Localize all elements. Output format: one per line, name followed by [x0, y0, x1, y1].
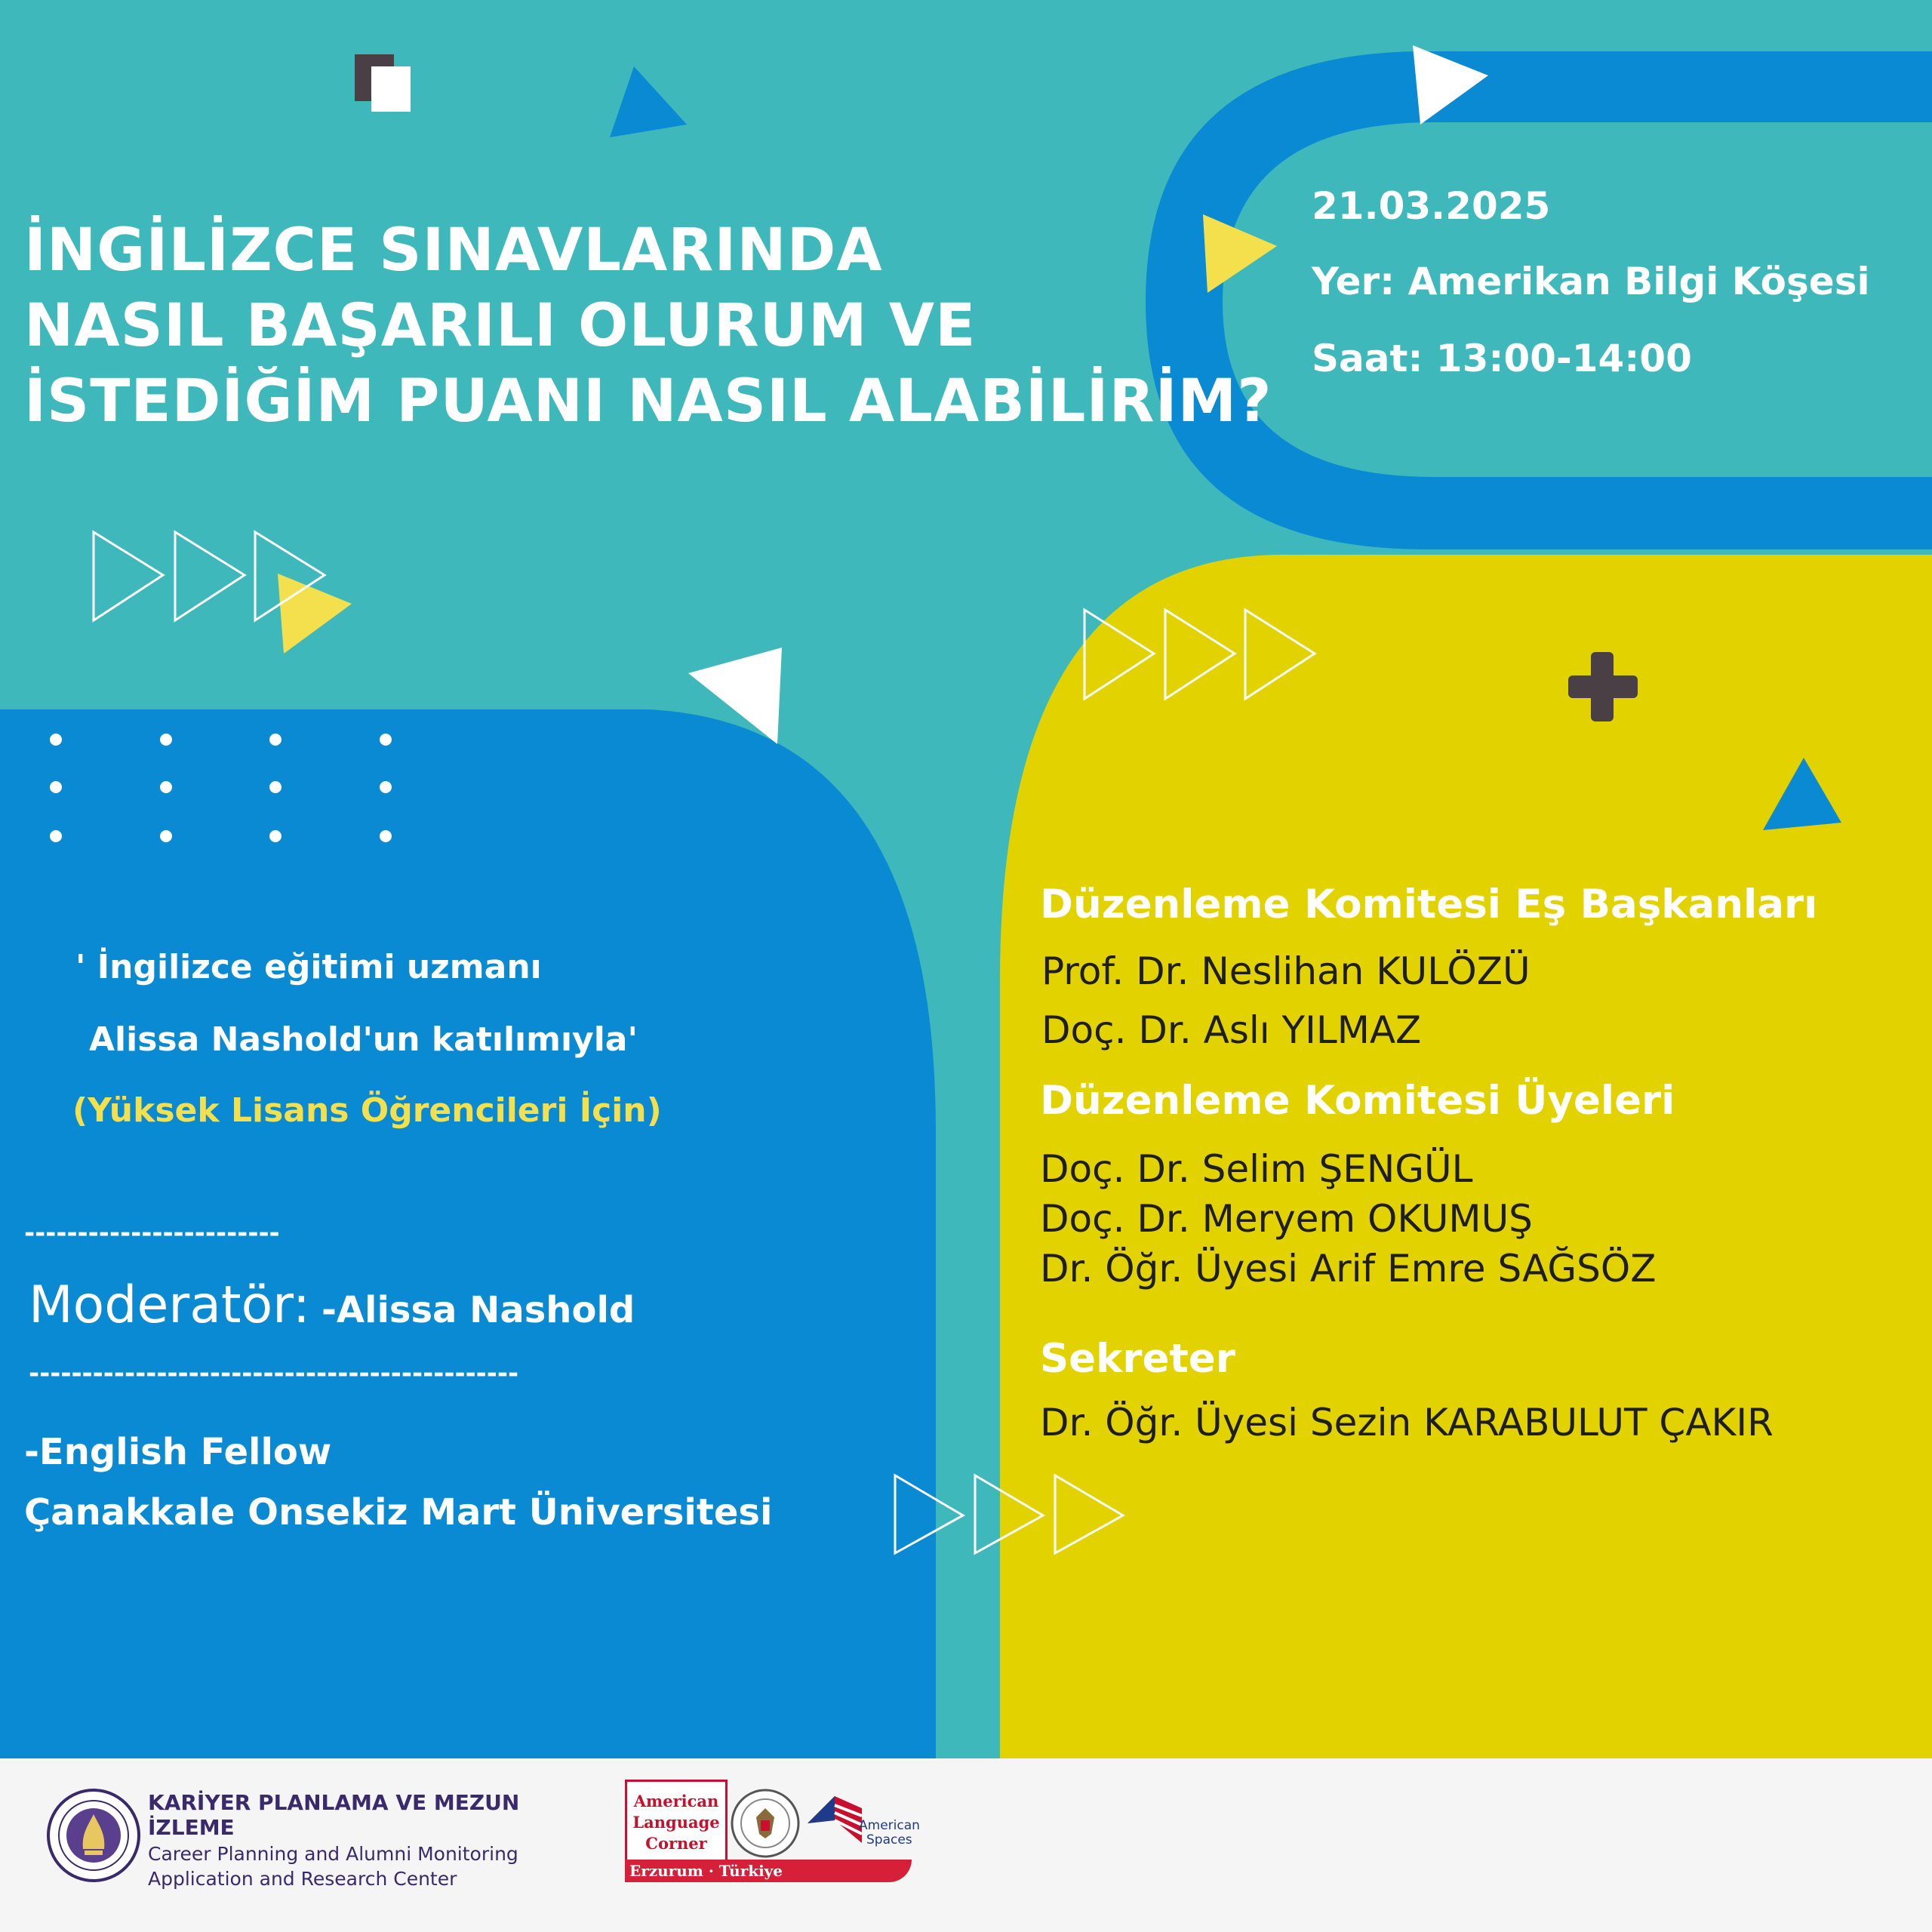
- moderator-row: [29, 1275, 635, 1335]
- member-2: Doç. Dr. Meryem OKUMUŞ: [1040, 1197, 1533, 1241]
- speaker-university: Çanakkale Onsekiz Mart Üniversitesi: [24, 1491, 773, 1534]
- moderator-name: -Alissa Nashold: [321, 1289, 635, 1331]
- center-name-line-1: KARİYER PLANLAMA VE MEZUN: [148, 1790, 520, 1815]
- members-heading: Düzenleme Komitesi Üyeleri: [1040, 1078, 1675, 1124]
- divider-2: ----------------------------------------------: [29, 1358, 519, 1389]
- speaker-role: -English Fellow: [24, 1431, 332, 1473]
- alc-line-3: Corner: [645, 1834, 707, 1853]
- alc-city-bar: [625, 1860, 912, 1882]
- divider-1: ------------------------: [24, 1218, 280, 1248]
- alc-city: Erzurum · Türkiye: [629, 1862, 783, 1880]
- alc-line-2: Language: [632, 1813, 720, 1832]
- event-time: Saat: 13:00-14:00: [1312, 337, 1692, 380]
- spaces-line-2: Spaces: [866, 1832, 912, 1847]
- co-chair-2: Doç. Dr. Aslı YILMAZ: [1041, 1008, 1422, 1052]
- american-spaces-text: [859, 1819, 920, 1847]
- moderator-label: Moderatör:: [29, 1275, 310, 1335]
- member-1: Doç. Dr. Selim ŞENGÜL: [1040, 1147, 1473, 1191]
- speaker-line-1: ' İngilizce eğitimi uzmanı: [75, 948, 542, 986]
- co-chairs-heading: Düzenleme Komitesi Eş Başkanları: [1040, 881, 1818, 928]
- event-date: 21.03.2025: [1312, 184, 1551, 228]
- spaces-line-1: American: [859, 1818, 920, 1833]
- secretary-name: Dr. Öğr. Üyesi Sezin KARABULUT ÇAKIR: [1040, 1401, 1774, 1444]
- center-name-line-2: İZLEME: [148, 1815, 235, 1840]
- white-square: [371, 66, 411, 112]
- event-title: [24, 213, 1458, 439]
- triangle-icon: [278, 574, 352, 654]
- audience-note: (Yüksek Lisans Öğrencileri İçin): [72, 1091, 662, 1130]
- secretary-heading: Sekreter: [1040, 1336, 1235, 1382]
- alc-line-1: American: [633, 1792, 719, 1810]
- title-line-1: İNGİLİZCE SINAVLARINDA: [24, 217, 883, 285]
- event-location: Yer: Amerikan Bilgi Köşesi: [1312, 260, 1870, 303]
- flag-icon: [804, 1790, 865, 1850]
- seal-icon: [45, 1787, 142, 1884]
- center-en-line-2: Application and Research Center: [148, 1868, 457, 1890]
- co-chair-1: Prof. Dr. Neslihan KULÖZÜ: [1041, 949, 1531, 993]
- speaker-line-2: Alissa Nashold'un katılımıyla': [89, 1020, 638, 1059]
- center-en-line-1: Career Planning and Alumni Monitoring: [148, 1843, 518, 1865]
- title-line-2: NASIL BAŞARILI OLURUM VE: [24, 292, 977, 360]
- triangle-icon: [610, 66, 687, 137]
- title-line-3: İSTEDİĞİM PUANI NASIL ALABİLİRİM?: [24, 368, 1272, 435]
- embassy-seal-icon: [729, 1787, 801, 1860]
- member-3: Dr. Öğr. Üyesi Arif Emre SAĞSÖZ: [1040, 1247, 1657, 1291]
